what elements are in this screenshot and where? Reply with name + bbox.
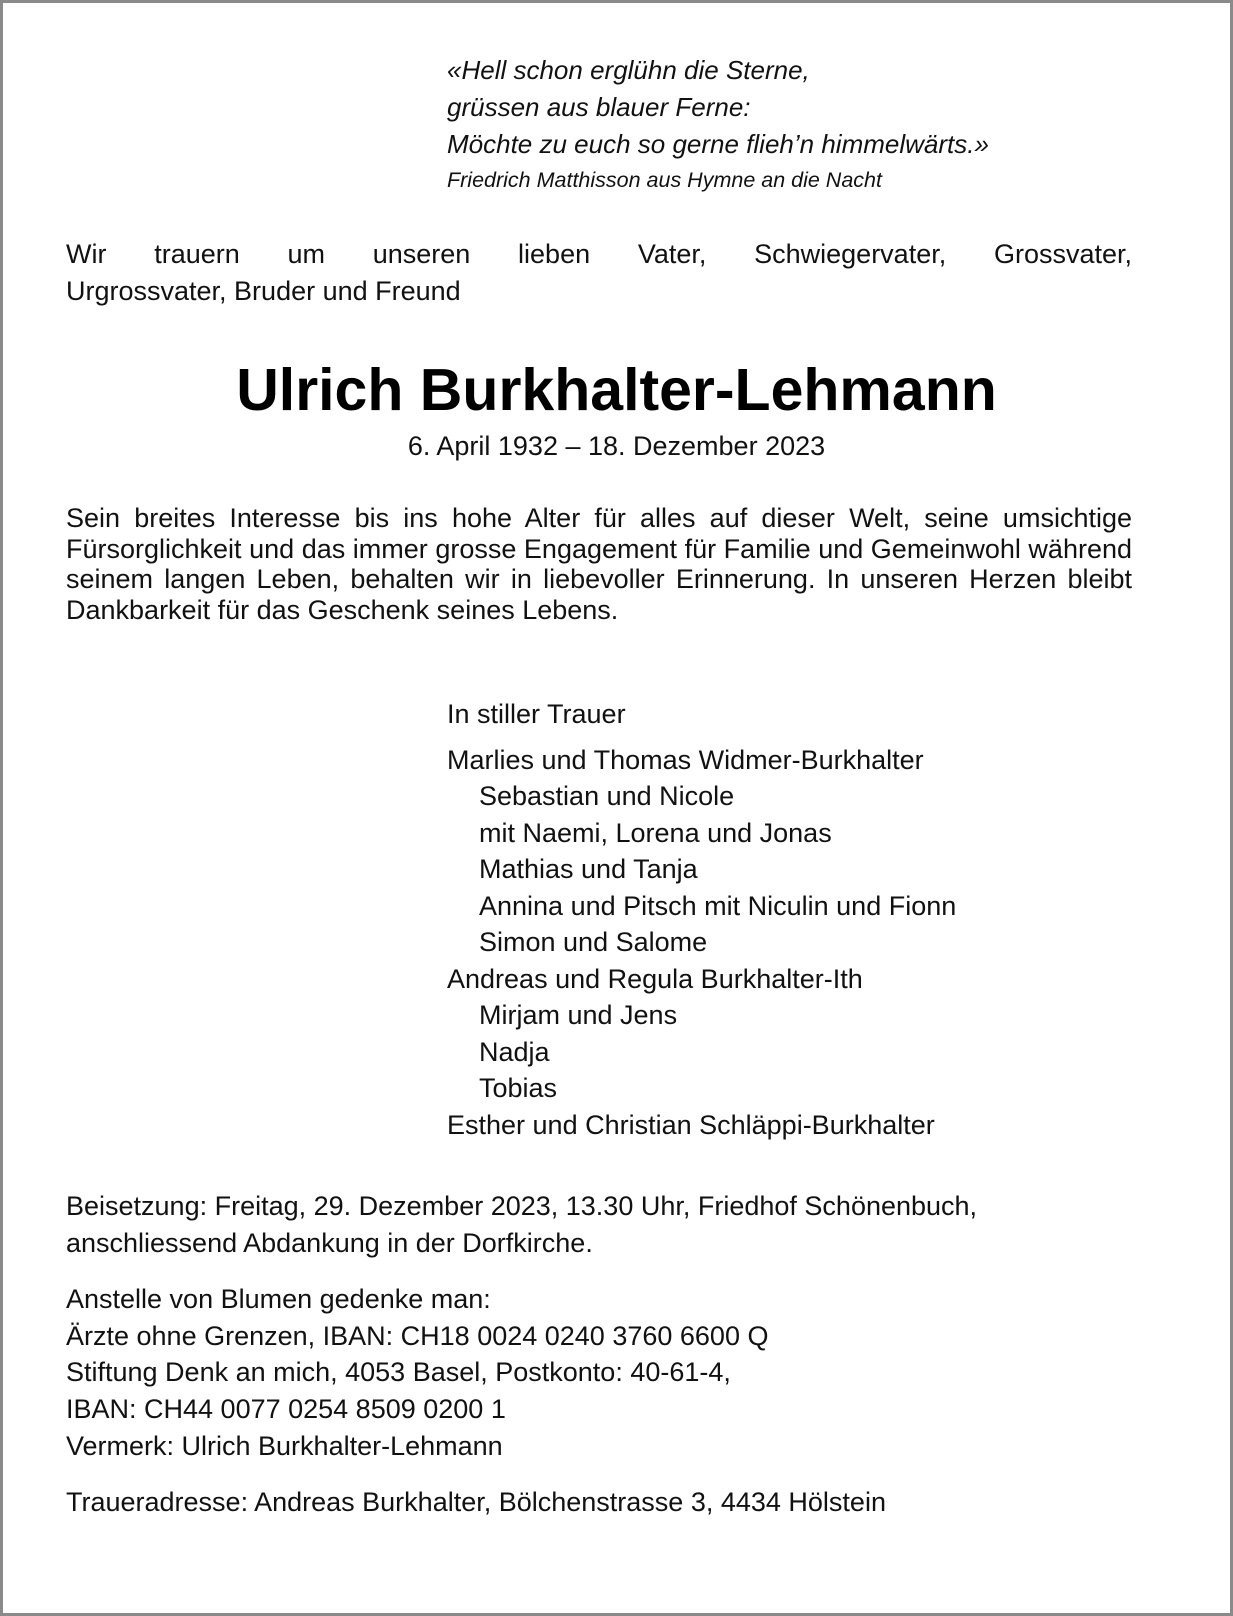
donation-line: IBAN: CH44 0077 0254 8509 0200 1 xyxy=(66,1394,506,1425)
deceased-name: Ulrich Burkhalter-Lehmann xyxy=(236,357,997,423)
tribute-paragraph: Sein breites Interesse bis ins hohe Alter für alles auf dieser Welt, seine umsichtige Fürsorglichkeit und das immer grosse Engagement für Familie und Gemeinwohl während seinem langen Leben, behalten wir in liebevoller Erinnerung. In unseren Herzen bleibt Dankbarkeit für das Geschenk seines Lebens. xyxy=(66,503,1132,625)
mourner-entry: Tobias xyxy=(479,1073,558,1103)
quote-line: Möchte zu euch so gerne flieh’n himmelwärts.» xyxy=(447,129,989,159)
donation-line: Stiftung Denk an mich, 4053 Basel, Postkonto: 40-61-4, xyxy=(66,1357,731,1388)
donation-line: Ärzte ohne Grenzen, IBAN: CH18 0024 0240 3760 6600 Q xyxy=(66,1320,769,1351)
epigraph-quote xyxy=(447,52,989,197)
life-dates: 6. April 1932 – 18. Dezember 2023 xyxy=(407,431,826,461)
mourner-entry: Mirjam und Jens xyxy=(479,1000,678,1030)
funeral-line: anschliessend Abdankung in der Dorfkirche. xyxy=(66,1228,593,1258)
mourner-entry: Annina und Pitsch mit Niculin und Fionn xyxy=(479,890,957,921)
intro-line: Urgrossvater, Bruder und Freund xyxy=(66,276,461,306)
mourners-heading: In stiller Trauer xyxy=(447,699,626,729)
mourner-entry: Sebastian und Nicole xyxy=(479,781,735,811)
mourner-entry: Andreas und Regula Burkhalter-Ith xyxy=(447,963,863,994)
funeral-line: Beisetzung: Freitag, 29. Dezember 2023, 13.30 Uhr, Friedhof Schönenbuch, xyxy=(66,1191,978,1221)
mourning-address: Traueradresse: Andreas Burkhalter, Bölchenstrasse 3, 4434 Hölstein xyxy=(66,1487,886,1517)
mourner-entry: Nadja xyxy=(479,1036,550,1067)
mourner-entry: Esther und Christian Schläppi-Burkhalter xyxy=(447,1109,935,1140)
quote-line: grüssen aus blauer Ferne: xyxy=(447,92,751,122)
intro-line: Wir trauern um unseren lieben Vater, Schwiegervater, Grossvater, xyxy=(66,239,1132,269)
donation-line: Anstelle von Blumen gedenke man: xyxy=(66,1284,491,1314)
mourner-entry: Marlies und Thomas Widmer-Burkhalter xyxy=(447,744,924,775)
funeral-info xyxy=(66,1188,977,1262)
mourner-entry: Simon und Salome xyxy=(479,927,708,957)
donation-info xyxy=(66,1281,768,1465)
mourners-list xyxy=(447,696,956,1143)
donation-line: Vermerk: Ulrich Burkhalter-Lehmann xyxy=(66,1430,503,1461)
quote-attribution: Friedrich Matthisson aus Hymne an die Nacht xyxy=(447,168,882,192)
mourner-entry: mit Naemi, Lorena und Jonas xyxy=(479,817,832,848)
quote-line: «Hell schon erglühn die Sterne, xyxy=(447,55,810,85)
mourner-entry: Mathias und Tanja xyxy=(479,854,698,884)
intro-text xyxy=(66,236,1132,310)
